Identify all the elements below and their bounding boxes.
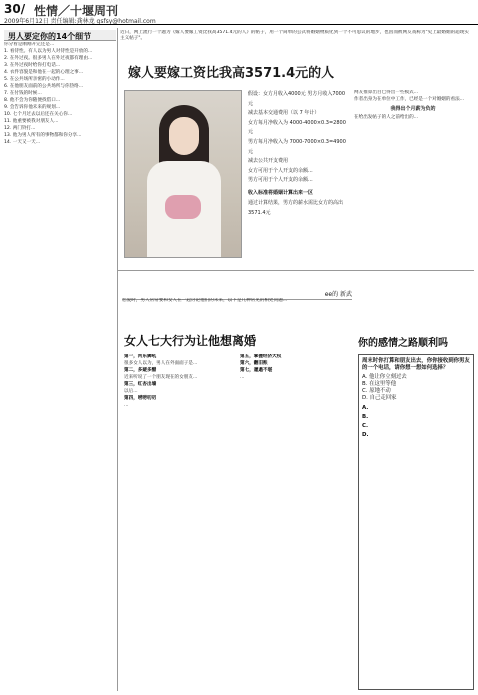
paragraph: 14. 一天又一天...	[4, 140, 41, 145]
paragraph: 网友推算出目已得出一些模式...	[354, 90, 419, 95]
section-name: 性情／十堰周刊	[34, 4, 119, 18]
paragraph: 5. 在公共场所亲密的小动作...	[4, 77, 65, 82]
masthead-rule	[0, 24, 478, 25]
article-intro: 近日，网上流行一个题为《嫁人要嫁工资比我高3571.4元的人》的帖子，用一个简单的公式将婚姻物质化到一个不可思议的地步，也因而被网友戏称为"史上最婚姻的超现实主义帖子"。	[120, 30, 469, 41]
photo-face	[169, 117, 199, 155]
quiz-answer: D.	[362, 432, 369, 438]
subhead: 第五，掌握经济大权	[240, 354, 282, 359]
paragraph: 作者出身为在单位中工作，已经是一个对婚姻的看法...	[354, 97, 465, 102]
paragraph: 13. 他为男人所有的事物都和你分享...	[4, 133, 82, 138]
paragraph: 11. 他重要被我对朋友人...	[4, 119, 59, 124]
calc-row: 男方每月净收入为 7000-7000×0.3=4900元	[248, 138, 346, 155]
paragraph: ...	[124, 403, 129, 408]
paragraph: 10. 七个月过去以后还在关心你...	[4, 112, 73, 117]
column-divider	[117, 28, 118, 691]
portrait-photo	[124, 90, 242, 258]
calc-row: 通过计算结果，男方的薪水需比女方的高出3571.4元	[248, 199, 344, 216]
section-divider	[118, 270, 474, 271]
quiz-option: A. 他让你立刻过去	[362, 374, 407, 380]
paragraph: 12. 两门铃打...	[4, 126, 36, 131]
paragraph: 9. 会告诉你他未来的规划...	[4, 105, 61, 110]
paragraph: 4. 衣件容貌是和他在一起的心理之事...	[4, 70, 84, 75]
paragraph: 2. 在外过夜。很多男人在外过夜都有理由...	[4, 56, 93, 61]
right-column-top	[354, 90, 472, 356]
calc-row: 减去公共开支费用	[248, 158, 289, 165]
bottom-column-a	[124, 354, 234, 690]
paragraph: 1. 看待性。有人以为男人对待性是开放的...	[4, 49, 93, 54]
subhead: 第四，唠唠叨叨	[124, 396, 157, 401]
paragraph: 6. 在他朋友面前的公共场所与你热络...	[4, 84, 84, 89]
left-column-title: 男人要定你的14个细节	[4, 30, 116, 41]
masthead	[0, 0, 478, 26]
subhead: 第一，河东狮吼	[124, 354, 157, 359]
bottom-headline: 女人七大行为让他想离婚	[124, 334, 257, 348]
side-headline: 你的感情之路顺利吗	[358, 338, 448, 349]
paragraph: 3. 在外过夜时给你打电话...	[4, 63, 61, 68]
quiz-question: 周末时你打算和朋友出去，你你接收到你男友的一个电话，请你想一想如何选择？	[362, 358, 470, 371]
quiz-option: D. 自己走回家	[362, 395, 397, 401]
quiz-option: C. 原地不动	[362, 388, 391, 394]
quiz-answer: B.	[362, 414, 369, 420]
quiz-option: B. 在这里等他	[362, 381, 397, 387]
subhead: 第七，邋遢不堪	[240, 368, 273, 373]
issue-date: 2009年6月12日 责任编辑:龚林龙 gsfsy@hotmail.com	[4, 18, 156, 25]
section-label: ee的 新武	[324, 291, 352, 298]
calc-row: 女方可用于个人开支的余额...	[248, 167, 313, 174]
calc-row: 男方可用于个人开支的余额...	[248, 177, 313, 184]
right-subheading: 我得出个月薪为负的	[390, 106, 436, 112]
photo-shirt-print	[165, 195, 201, 219]
page-number: 30/	[4, 2, 26, 16]
paragraph: ...	[240, 375, 245, 380]
calc-row: 假设：女方月收入4000元 男方月收入7000元	[248, 91, 346, 107]
paragraph: 8. 他不会为你随便找借口...	[4, 98, 61, 103]
main-headline: 嫁人要嫁工资比我高3571.4元的人	[128, 66, 335, 81]
subhead: 第六，翻旧账	[240, 361, 268, 366]
paragraph: 7. 在付钱的时候...	[4, 91, 42, 96]
quiz-box	[358, 354, 474, 690]
paragraph: 近来听说了一个朋友现在的女朋友...	[124, 375, 198, 380]
quiz-answer: C.	[362, 423, 369, 429]
subhead: 第二，多疑多醋	[124, 368, 157, 373]
left-column-body	[4, 42, 116, 362]
subhead: 第三，红杏出墙	[124, 382, 157, 387]
paragraph: 以后...	[124, 389, 138, 394]
calc-row: 减去基本交通费用（以 7 年计）	[248, 110, 320, 117]
quiz-answer: A.	[362, 405, 369, 411]
calc-row: 女方每月净收入为 4000-4000×0.3=2800元	[248, 119, 346, 136]
bottom-column-b	[240, 354, 352, 690]
calc-subheading: 收入标准将婚姻计算出来一区	[248, 189, 314, 196]
paragraph: 在给出发帖子的人之前给出的...	[354, 115, 419, 120]
paragraph: 你分看是刚刚开完还是...	[4, 42, 55, 47]
bottom-intro: 恋爱时，男人常常要和女人在一起讨论他们的未来，以下是几种常见的相处问题...	[122, 298, 288, 303]
paragraph: 很多女人以为，男人在外面面子是...	[124, 361, 198, 366]
